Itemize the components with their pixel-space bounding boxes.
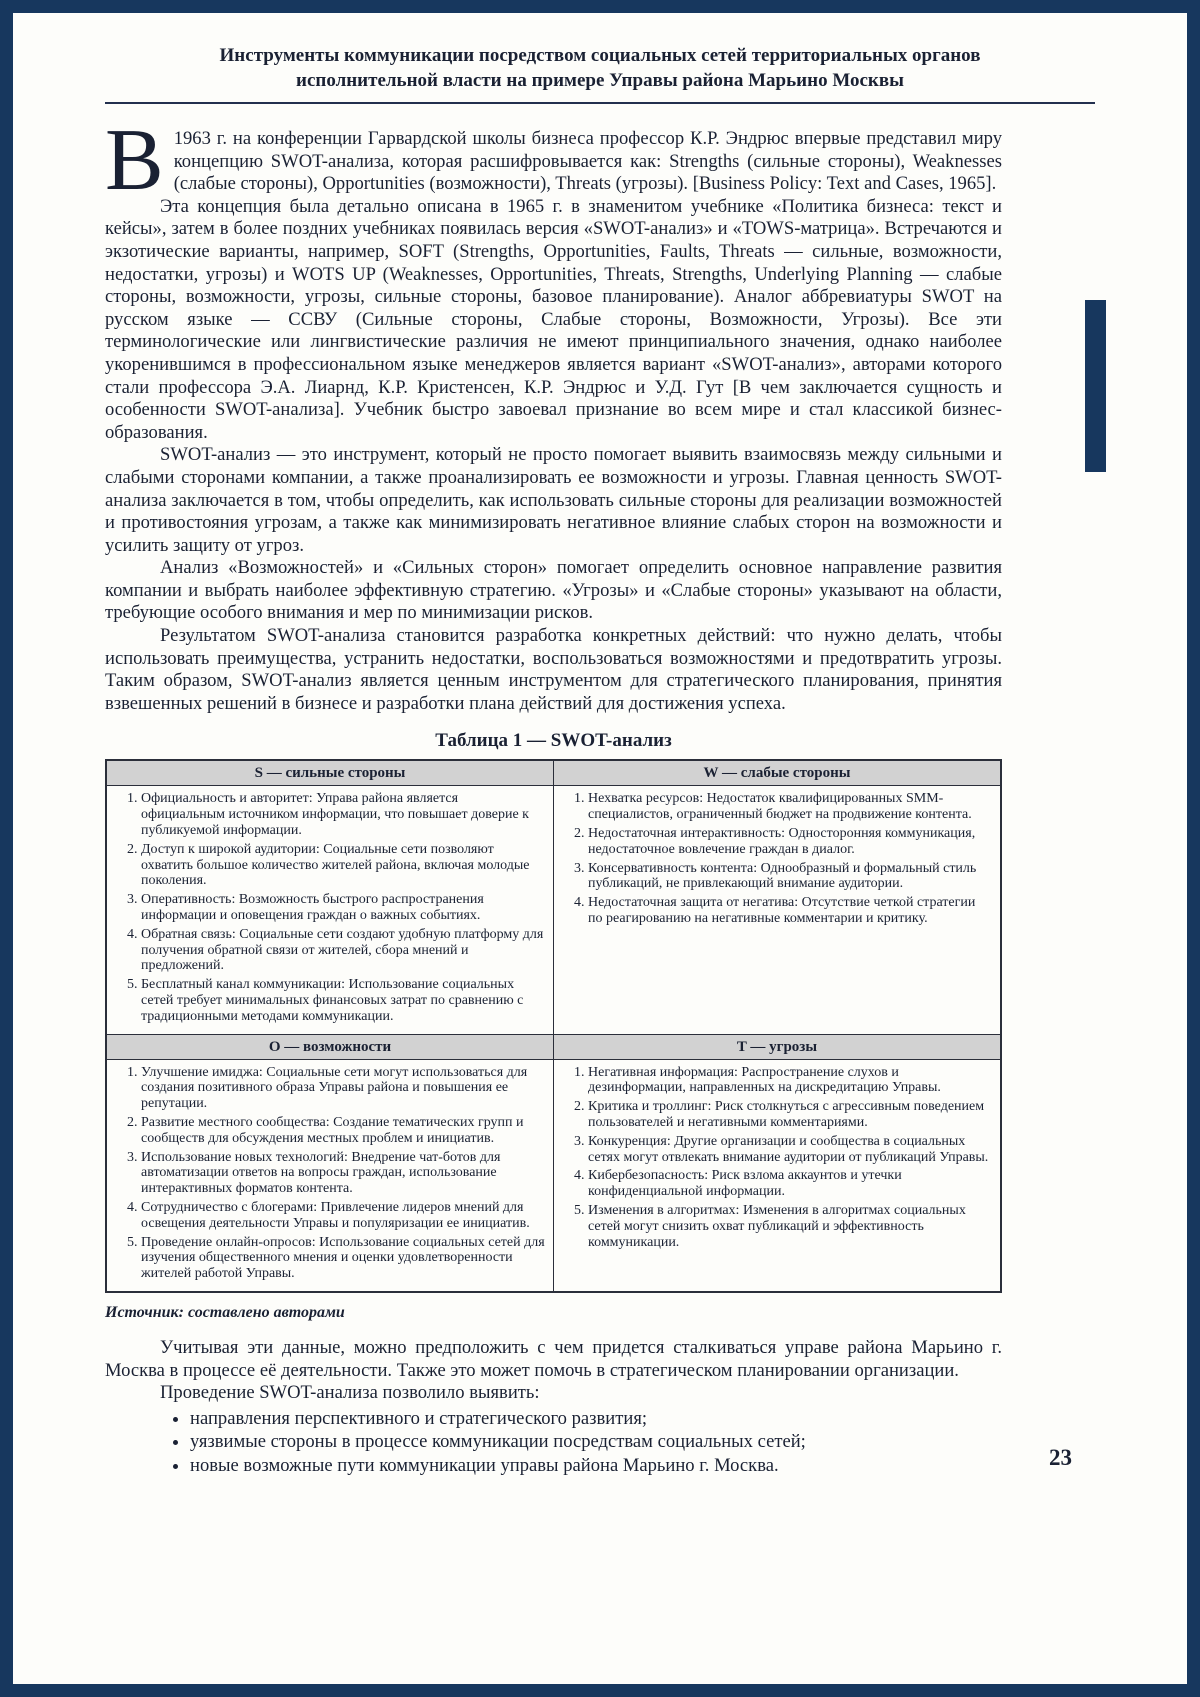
- quadrant-title-opportunities: O — возможности: [106, 1034, 554, 1059]
- threats-list: [556, 1065, 992, 1251]
- swot-header-row-ot: [106, 1034, 1001, 1059]
- list-item: 2. Недостаточная интерактивность: Односторонняя коммуникация, недостаточное вовлечение граждан в диалог.: [588, 826, 992, 858]
- page-number: 23: [1049, 1445, 1072, 1470]
- running-header-line-1: Инструменты коммуникации посредством социальных сетей территориальных органов: [219, 45, 981, 66]
- list-item: 1. Негативная информация: Распространение слухов и дезинформации, направленных на дискредитацию Управы.: [588, 1065, 992, 1097]
- running-header-line-2: исполнительной власти на примере Управы района Марьино Москвы: [296, 70, 904, 91]
- weaknesses-list: [556, 791, 992, 926]
- swot-table: [105, 759, 1002, 1293]
- list-item: 5. Проведение онлайн-опросов: Использование социальных сетей для изучения общественного мнения и оценки удовлетворенности жителей работой Управы.: [141, 1235, 545, 1282]
- list-item: 4. Кибербезопасность: Риск взлома аккаунтов и утечки конфиденциальной информации.: [588, 1168, 992, 1200]
- quadrant-title-threats: T — угрозы: [554, 1034, 1002, 1059]
- closing-section: [105, 1337, 1002, 1478]
- paragraph-history: Эта концепция была детально описана в 1965 г. в знаменитом учебнике «Политика бизнеса: текст и кейсы», затем в более поздних учебниках появилась версия «SWOT-анализ» и «TOWS-матрица». Встречаются и экзотические варианты, например, SOFT (Strengths, Opportunities, Faults, Threats — сильные, возможности, недостатки, угрозы) и WOTS UP (Weaknesses, Opportunities, Threats, Strengths, Underlying Planning — слабые стороны, возможности, угрозы, сильные стороны, базовое планирование). Аналог аббревиатуры SWOT на русском языке — ССВУ (Сильные стороны, Слабые стороны, Возможности, Угрозы). Все эти терминологические или лингвистические различия не имеют принципиального значения, однако наиболее укоренившимся в профессиональном языке менеджеров является вариант «SWOT-анализ», авторами которого стали профессора Э.А. Лиарнд, К.Р. Кристенсен, К.Р. Эндрюс и У.Д. Гут [В чем заключается сущность и особенности SWOT-анализа]. Учебник быстро завоевал признание во всем мире и стал классикой бизнес-образования.: [105, 195, 1002, 443]
- list-item: 3. Конкуренция: Другие организации и сообщества в социальных сетях могут отвлекать внимание аудитории от публикаций Управы.: [588, 1134, 992, 1166]
- table-source-note: Источник: составлено авторами: [105, 1303, 345, 1321]
- list-item: 1. Нехватка ресурсов: Недостаток квалифицированных SMM-специалистов, ограниченный бюджет на продвижение контента.: [588, 791, 992, 823]
- quadrant-cell-opportunities: [106, 1059, 554, 1292]
- list-item: 2. Критика и троллинг: Риск столкнуться с агрессивным поведением пользователей и негативными комментариями.: [588, 1099, 992, 1131]
- paragraph-intro: [105, 112, 1002, 209]
- paragraph-definition: SWOT-анализ — это инструмент, который не просто помогает выявить взаимосвязь между сильными и слабыми сторонами компании, а также проанализировать ее возможности и угрозы. Главная ценность SWOT-анализа заключается в том, чтобы определить, как использовать сильные стороны для реализации возможностей и противостояния угрозам, а также как минимизировать негативное влияние слабых сторон на возможности и усилить защиту от угроз.: [105, 444, 1002, 556]
- table-caption: Таблица 1 — SWOT-анализ: [435, 730, 672, 752]
- opportunities-list: [109, 1065, 545, 1282]
- swot-content-row-ot: [106, 1059, 1001, 1292]
- drop-cap: В: [105, 112, 164, 209]
- list-item: 3. Использование новых технологий: Внедрение чат-ботов для автоматизации ответов на вопросы граждан, использование интерактивных форматов контента.: [141, 1150, 545, 1197]
- list-item: 2. Доступ к широкой аудитории: Социальные сети позволяют охватить большое количество жителей района, включая молодые поколения.: [141, 842, 545, 889]
- swot-header-row-sw: [106, 760, 1001, 786]
- list-item: 4. Сотрудничество с блогерами: Привлечение лидеров мнений для освещения деятельности Управы и популяризации ее инициатив.: [141, 1200, 545, 1232]
- findings-list: [105, 1407, 1002, 1478]
- strengths-list: [109, 791, 545, 1024]
- paragraph-findings-lead: Проведение SWOT-анализа позволило выявить:: [160, 1382, 540, 1404]
- quadrant-cell-weaknesses: [554, 786, 1002, 1034]
- paragraph-intro-text: 1963 г. на конференции Гарвардской школы бизнеса профессор К.Р. Эндрюс впервые представил миру концепцию SWOT-анализа, которая расшифровывается как: Strengths (сильные стороны), Weaknesses (слабые стороны), Opportunities (возможности), Threats (угрозы). [Business Policy: Text and Cases, 1965].: [173, 128, 1002, 195]
- edge-marker-tab: [1085, 300, 1106, 472]
- list-item: 5. Бесплатный канал коммуникации: Использование социальных сетей требует минимальных финансовых затрат по сравнению с традиционными методами коммуникации.: [141, 977, 545, 1024]
- bullet-item: • новые возможные пути коммуникации управы района Марьино г. Москва.: [190, 1454, 1002, 1478]
- running-header: [105, 43, 1095, 104]
- article-body: [105, 112, 1002, 1478]
- list-item: 3. Консервативность контента: Однообразный и формальный стиль публикаций, не привлекающий внимание аудитории.: [588, 861, 992, 893]
- quadrant-title-strengths: S — сильные стороны: [106, 760, 554, 786]
- header-rule: [105, 102, 1095, 104]
- paragraph-conclusion: Учитывая эти данные, можно предположить с чем придется сталкиваться управе района Марьино г. Москва в процессе её деятельности. Также это может помочь в стратегическом планировании организации.: [105, 1336, 1002, 1381]
- list-item: 5. Изменения в алгоритмах: Изменения в алгоритмах социальных сетей могут снизить охват публикаций и эффективность коммуникации.: [588, 1203, 992, 1250]
- bullet-item: • направления перспективного и стратегического развития;: [190, 1407, 1002, 1431]
- list-item: 1. Улучшение имиджа: Социальные сети могут использоваться для создания позитивного образа Управы района и повышения ее репутации.: [141, 1065, 545, 1112]
- list-item: 4. Обратная связь: Социальные сети создают удобную платформу для получения обратной связи от жителей, сбора мнений и предложений.: [141, 927, 545, 974]
- paragraph-analysis: Анализ «Возможностей» и «Сильных сторон» помогает определить основное направление развития компании и выбрать наиболее эффективную стратегию. «Угрозы» и «Слабые стороны» указывают на области, требующие особого внимания и мер по минимизации рисков.: [105, 557, 1002, 624]
- quadrant-cell-strengths: [106, 786, 554, 1034]
- quadrant-title-weaknesses: W — слабые стороны: [554, 760, 1002, 786]
- paragraph-result: Результатом SWOT-анализа становится разработка конкретных действий: что нужно делать, чтобы использовать преимущества, устранить недостатки, воспользоваться возможностями и предотвратить угрозы. Таким образом, SWOT-анализ является ценным инструментом для стратегического планирования, принятия взвешенных решений в бизнесе и разработки плана действий для достижения успеха.: [105, 625, 1002, 714]
- bullet-item: • уязвимые стороны в процессе коммуникации посредствам социальных сетей;: [190, 1430, 1002, 1454]
- list-item: 4. Недостаточная защита от негатива: Отсутствие четкой стратегии по реагированию на негативные комментарии и критику.: [588, 895, 992, 927]
- quadrant-cell-threats: [554, 1059, 1002, 1292]
- swot-content-row-sw: [106, 786, 1001, 1034]
- list-item: 3. Оперативность: Возможность быстрого распространения информации и оповещения граждан о важных событиях.: [141, 892, 545, 924]
- list-item: 1. Официальность и авторитет: Управа района является официальным источником информации, что повышает доверие к публикуемой информации.: [141, 791, 545, 838]
- list-item: 2. Развитие местного сообщества: Создание тематических групп и сообществ для обсуждения местных проблем и инициатив.: [141, 1115, 545, 1147]
